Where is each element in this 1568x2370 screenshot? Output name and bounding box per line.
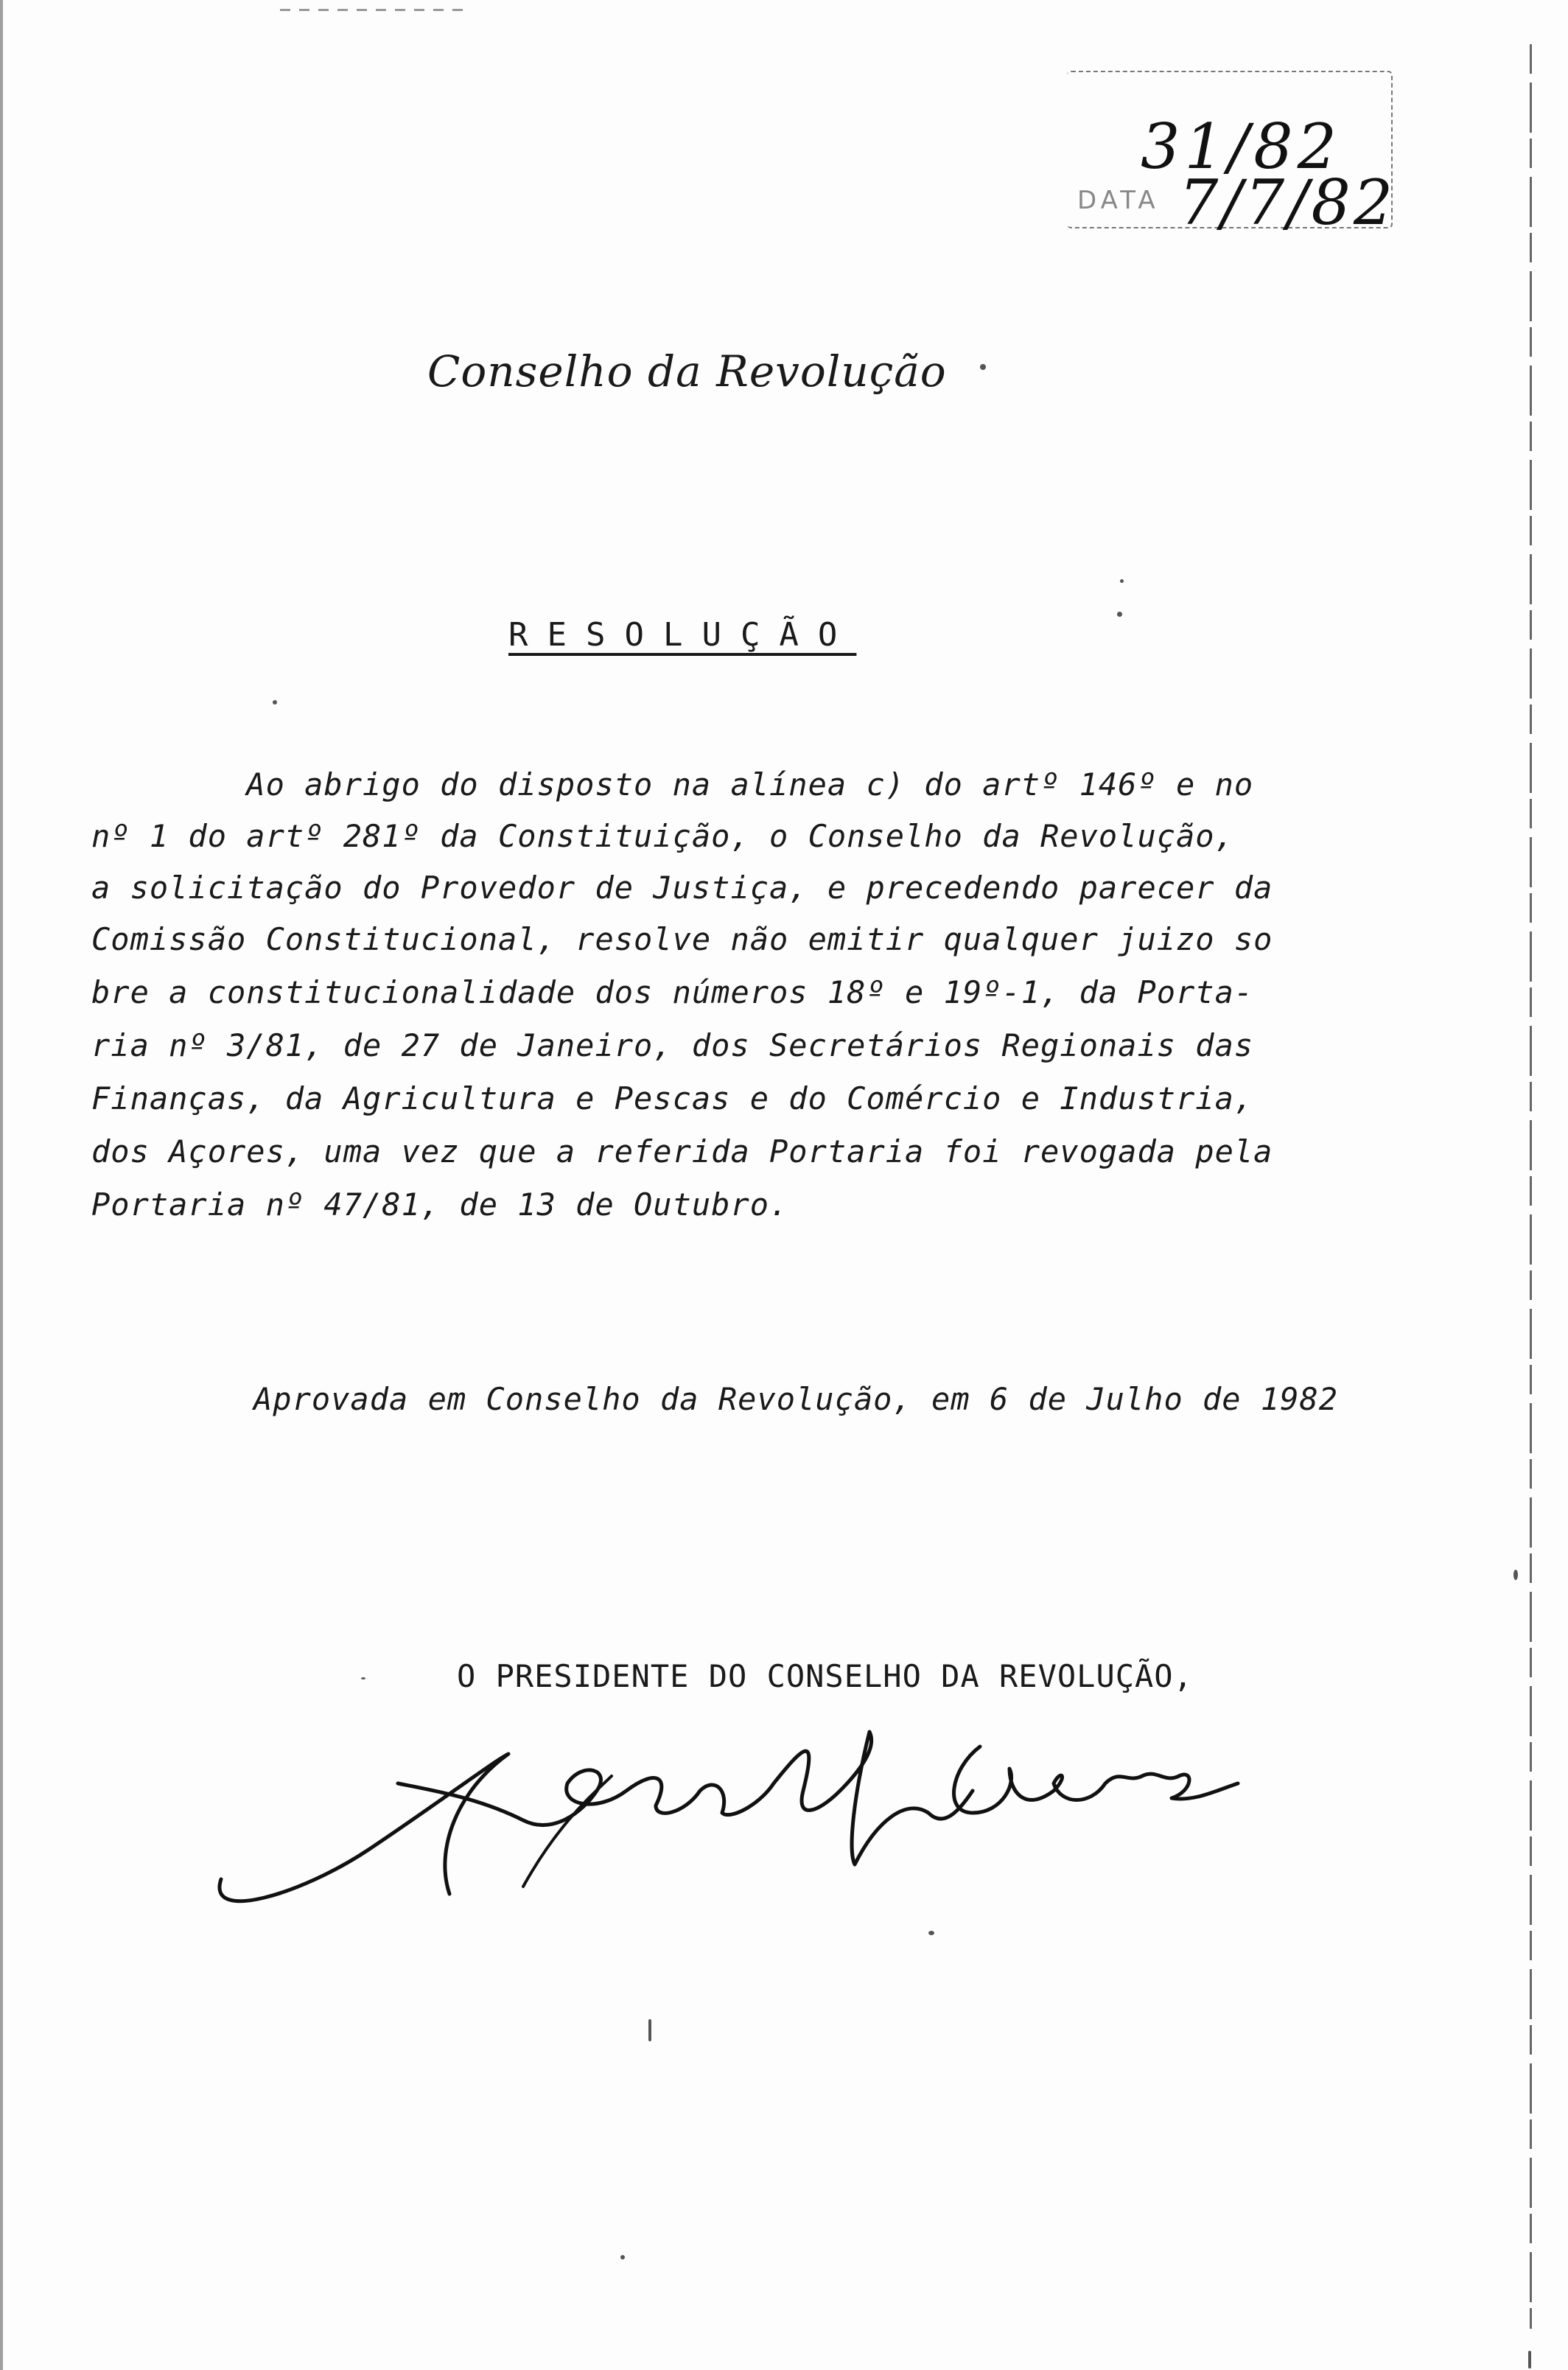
signatory-title: O PRESIDENTE DO CONSELHO DA REVOLUÇÃO, <box>457 1658 1193 1694</box>
scan-speck <box>273 700 277 705</box>
scan-left-edge <box>0 0 3 2370</box>
letterhead: Conselho da Revolução <box>427 346 947 396</box>
body-line: Ao abrigo do disposto na alínea c) do artº 146º e no <box>91 766 1254 803</box>
body-line: Portaria nº 47/81, de 13 de Outubro. <box>91 1186 789 1223</box>
body-line: nº 1 do artº 281º da Constituição, o Conselho da Revolução, <box>91 818 1234 854</box>
registry-date: 7/7/82 <box>1179 167 1396 239</box>
registry-date-label: DATA <box>1077 186 1160 215</box>
approval-statement: Aprovada em Conselho da Revolução, em 6 de Julho de 1982 <box>253 1381 1339 1417</box>
scan-speck <box>620 2255 625 2259</box>
body-line: dos Açores, uma vez que a referida Portaria foi revogada pela <box>91 1133 1273 1170</box>
scan-speck <box>648 2019 651 2041</box>
scan-speck <box>928 1931 934 1935</box>
handwritten-signature-icon <box>214 1702 1260 1938</box>
body-line: ria nº 3/81, de 27 de Janeiro, dos Secretários Regionais das <box>91 1027 1254 1063</box>
scan-speck <box>361 1677 365 1679</box>
document-title: RESOLUÇÃO <box>508 616 857 654</box>
scan-specks <box>280 9 472 11</box>
scan-speck <box>1117 612 1122 617</box>
body-line: Finanças, da Agricultura e Pescas e do Comércio e Industria, <box>91 1080 1254 1116</box>
scan-right-edge <box>1530 44 1532 2329</box>
scan-speck <box>1513 1570 1518 1580</box>
scan-speck <box>1528 2351 1531 2369</box>
body-line: bre a constitucionalidade dos números 18º e 19º-1, da Porta- <box>91 974 1254 1010</box>
body-line: Comissão Constitucional, resolve não emitir qualquer juizo so <box>91 921 1273 957</box>
registry-number: 31/82 <box>1141 111 1342 183</box>
scan-speck <box>1120 579 1124 583</box>
body-line: a solicitação do Provedor de Justiça, e precedendo parecer da <box>91 870 1273 906</box>
scan-speck <box>980 364 986 370</box>
